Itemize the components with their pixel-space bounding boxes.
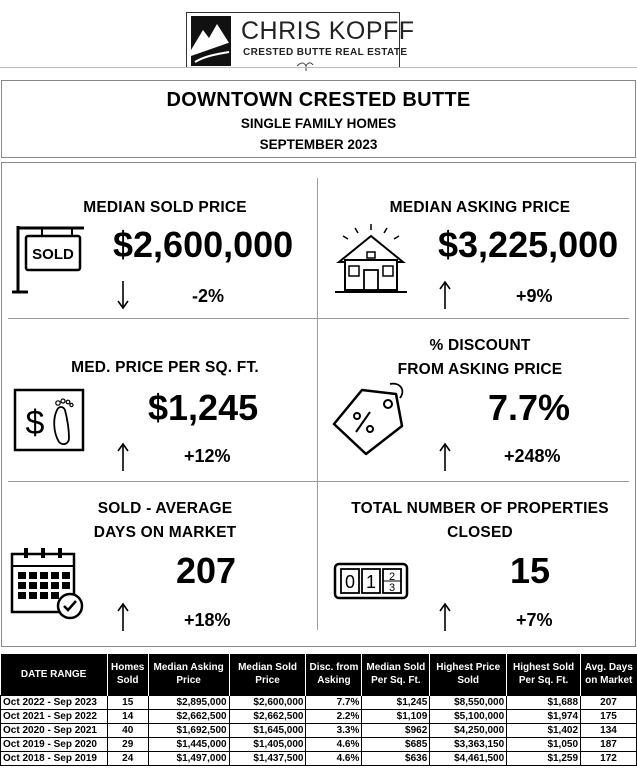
table-cell: 175	[581, 709, 637, 723]
table-cell: 14	[107, 709, 148, 723]
svg-text:1: 1	[365, 572, 377, 592]
table-cell: 3.3%	[306, 723, 362, 737]
table-cell: $5,100,000	[430, 709, 507, 723]
col-header-avg-days: Avg. Days on Market	[581, 654, 637, 695]
col-header-highest-price: Highest Price Sold	[430, 654, 507, 695]
calendar-icon	[10, 546, 86, 620]
price-sqft-change: +12%	[184, 446, 231, 466]
table-cell: $1,974	[507, 709, 581, 723]
table-cell: Oct 2021 - Sep 2022	[1, 709, 108, 723]
table-cell: $1,445,000	[148, 737, 229, 751]
table-cell: Oct 2022 - Sep 2023	[1, 695, 108, 709]
svg-text:SOLD: SOLD	[32, 246, 74, 263]
table-cell: $1,405,000	[229, 737, 306, 751]
report-period: SEPTEMBER 2023	[259, 137, 378, 152]
table-cell: 2.2%	[306, 709, 362, 723]
median-sold-value: $2,600,000	[113, 224, 294, 265]
table-cell: $1,497,000	[148, 751, 229, 765]
dom-change: +18%	[184, 610, 231, 630]
table-cell: $1,245	[362, 695, 430, 709]
closed-change: +7%	[516, 610, 553, 630]
closed-label-line2: CLOSED	[447, 524, 513, 541]
brand-name: CHRIS KOPFF	[241, 17, 415, 45]
table-cell: $4,250,000	[430, 723, 507, 737]
col-header-highest-per-sqft: Highest Sold Per Sq. Ft.	[507, 654, 581, 695]
table-cell: 4.6%	[306, 751, 362, 765]
bird-icon	[295, 58, 315, 72]
table-cell: $2,895,000	[148, 695, 229, 709]
table-cell: 207	[581, 695, 637, 709]
table-cell: $636	[362, 751, 430, 765]
sold-sign-icon	[8, 222, 88, 294]
median-asking-value: $3,225,000	[438, 224, 619, 265]
table-cell: $1,259	[507, 751, 581, 765]
brand-logo	[186, 12, 415, 68]
median-asking-change: +9%	[516, 286, 553, 306]
table-cell: $8,550,000	[430, 695, 507, 709]
col-header-date-range: DATE RANGE	[1, 654, 108, 695]
table-cell: Oct 2018 - Sep 2019	[1, 751, 108, 765]
history-table	[0, 654, 637, 766]
brand-tagline: CRESTED BUTTE REAL ESTATE	[243, 47, 408, 58]
arrow-down-icon	[116, 280, 130, 310]
table-cell: 29	[107, 737, 148, 751]
table-cell: Oct 2019 - Sep 2020	[1, 737, 108, 751]
dom-value: 207	[176, 550, 237, 591]
table-row	[1, 737, 637, 751]
dom-label-line1: SOLD - AVERAGE	[97, 500, 233, 517]
grid-divider-1	[8, 318, 629, 319]
svg-text:0: 0	[344, 572, 356, 592]
mountain-logo-icon	[191, 16, 231, 66]
svg-text:2: 2	[388, 571, 396, 583]
counter-icon	[333, 562, 409, 602]
grid-vertical-divider	[317, 178, 318, 630]
table-cell: 134	[581, 723, 637, 737]
price-sqft-label: MED. PRICE PER SQ. FT.	[71, 359, 259, 376]
table-cell: $4,461,500	[430, 751, 507, 765]
logo-divider	[0, 67, 637, 68]
price-tag-icon	[330, 380, 410, 458]
table-cell: $1,109	[362, 709, 430, 723]
arrow-up-icon	[116, 442, 130, 472]
table-cell: $1,050	[507, 737, 581, 751]
svg-text:3: 3	[388, 582, 396, 594]
arrow-up-icon	[438, 280, 452, 310]
closed-label-line1: TOTAL NUMBER OF PROPERTIES	[351, 500, 609, 517]
col-header-sold-per-sqft: Median Sold Per Sq. Ft.	[362, 654, 430, 695]
table-cell: $1,692,500	[148, 723, 229, 737]
table-cell: $2,662,500	[229, 709, 306, 723]
median-asking-label: MEDIAN ASKING PRICE	[389, 199, 571, 216]
median-sold-change: -2%	[192, 286, 225, 306]
table-cell: Oct 2020 - Sep 2021	[1, 723, 108, 737]
table-row	[1, 751, 637, 765]
col-header-median-sold: Median Sold Price	[229, 654, 306, 695]
price-sqft-value: $1,245	[148, 387, 259, 428]
table-row	[1, 695, 637, 709]
col-header-discount: Disc. from Asking	[306, 654, 362, 695]
page-title: DOWNTOWN CRESTED BUTTE	[166, 89, 471, 111]
table-cell: 172	[581, 751, 637, 765]
arrow-up-icon	[438, 442, 452, 472]
table-cell: 24	[107, 751, 148, 765]
grid-divider-2	[8, 481, 629, 482]
table-cell: $962	[362, 723, 430, 737]
page-subtitle: SINGLE FAMILY HOMES	[240, 116, 397, 131]
table-cell: $1,645,000	[229, 723, 306, 737]
table-row	[1, 709, 637, 723]
table-cell: $1,402	[507, 723, 581, 737]
table-cell: 7.7%	[306, 695, 362, 709]
discount-label-line2: FROM ASKING PRICE	[397, 361, 563, 378]
dom-label-line2: DAYS ON MARKET	[93, 524, 237, 541]
report-header	[1, 80, 636, 158]
arrow-up-icon	[438, 602, 452, 632]
table-cell: 40	[107, 723, 148, 737]
table-cell: $2,600,000	[229, 695, 306, 709]
median-sold-label: MEDIAN SOLD PRICE	[83, 199, 247, 216]
arrow-up-icon	[116, 602, 130, 632]
table-cell: 15	[107, 695, 148, 709]
svg-text:$: $	[25, 404, 45, 442]
table-cell: $685	[362, 737, 430, 751]
table-header-row	[1, 654, 637, 695]
table-row	[1, 723, 637, 737]
closed-value: 15	[510, 550, 551, 591]
discount-value: 7.7%	[488, 387, 571, 428]
table-cell: $3,363,150	[430, 737, 507, 751]
col-header-homes-sold: Homes Sold	[107, 654, 148, 695]
table-cell: 4.6%	[306, 737, 362, 751]
table-cell: 187	[581, 737, 637, 751]
discount-change: +248%	[504, 446, 561, 466]
discount-label-line1: % DISCOUNT	[429, 337, 531, 354]
house-icon	[333, 222, 409, 294]
col-header-median-asking: Median Asking Price	[148, 654, 229, 695]
table-cell: $1,437,500	[229, 751, 306, 765]
table-cell: $2,662,500	[148, 709, 229, 723]
dollar-footprint-icon	[13, 388, 85, 452]
table-cell: $1,688	[507, 695, 581, 709]
